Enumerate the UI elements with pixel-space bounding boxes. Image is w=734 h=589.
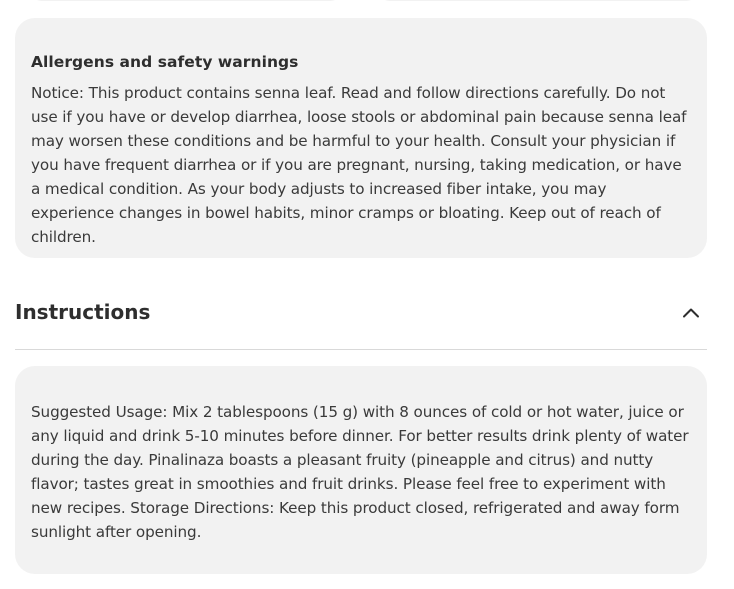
instructions-card (15, 366, 707, 574)
chevron-up-icon[interactable] (681, 290, 701, 334)
instructions-title: Instructions (15, 300, 151, 324)
instructions-header[interactable] (15, 290, 707, 350)
instructions-text: Suggested Usage: Mix 2 tablespoons (15 g) with 8 ounces of cold or hot water, juice or any liquid and drink 5-10 minutes before dinner. For better results drink plenty of water during the day. Pinalinaza boasts a pleasant fruity (pineapple and citrus) and nutty flavor; tastes great in smoothies and fruit drinks. Please feel free to experiment with new recipes. Storage Directions: Keep this product closed, refrigerated and away form sunlight after opening. (31, 403, 689, 541)
allergens-card (15, 18, 707, 258)
previous-card-right (378, 0, 698, 1)
allergens-text: Notice: This product contains senna leaf. Read and follow directions carefully. Do not use if you have or develop diarrhea, loose stools or abdominal pain because senna leaf may worsen these conditions and be harmful to your health. Consult your physician if you have frequent diarrhea or if you are pregnant, nursing, taking medication, or have a medical condition. As your body adjusts to increased fiber intake, you may experience changes in bowel habits, minor cramps or bloating. Keep out of reach of children. (31, 84, 687, 246)
allergens-title: Allergens and safety warnings (31, 53, 299, 71)
previous-card-left (30, 0, 342, 1)
